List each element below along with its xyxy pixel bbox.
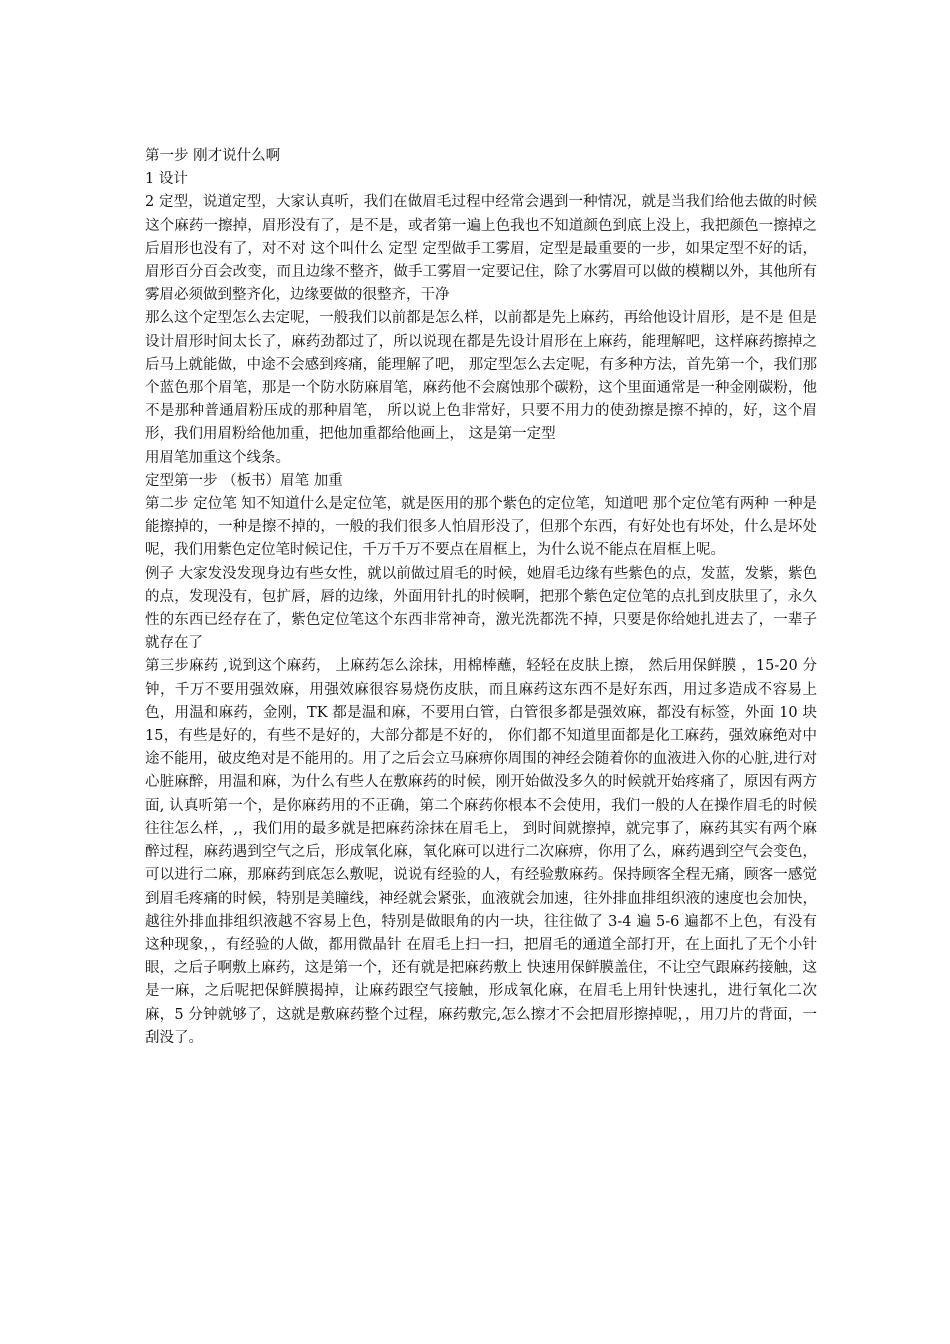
paragraph-shaping-method: 那么这个定型怎么去定呢，一般我们以前都是怎么样，以前都是先上麻药，再给他设计眉形，是不是 但是设计眉形时间太长了，麻药劲都过了，所以说现在都是先设计眉形在上麻药，能理解吧，这样麻药擦掉之后马上就能做，中途不会感到疼痛，能理解了吧， 那定型怎么去定呢，有多种方法，首先第一个，我们那个蓝色那个眉笔，那是一个防水防麻眉笔，麻药他不会腐蚀那个碳粉，这个里面通常是一种金刚碳粉，他不是那种普通眉粉压成的那种眉笔， 所以说上色非常好，只要不用力的使劲擦是擦不掉的，好，这个眉形，我们用眉粉给他加重，把他加重都给他画上， 这是第一定型 xyxy=(145,310,817,443)
paragraph-board-note: 定型第一步 （板书）眉笔 加重 xyxy=(145,472,343,489)
paragraph-step-three: 第三步麻药 ,说到这个麻药， 上麻药怎么涂抹，用棉棒蘸，轻轻在皮肤上擦， 然后用保鲜膜 ，15-20 分钟，千万不要用强效麻，用强效麻很容易烧伤皮肤，而且麻药这东西不是好东西，用过多造成不容易上色，用温和麻药，金刚，TK 都是温和麻，不要用白管，白管很多都是强效麻，都没有标签，外面 10 块 15，有些是好的，有些不是好的，大部分都是不好的， 你们都不知道里面都是化工麻药，强效麻绝对中途不能用，破皮绝对是不能用的。用了之后会立马麻痹你周围的神经会随着你的血液进入你的心脏,进行对心脏麻醉，用温和麻，为什么有些人在敷麻药的时候，刚开始做没多久的时候就开始疼痛了，原因有两方面, 认真听第一个，是你麻药用的不正确，第二个麻药你根本不会使用，我们一般的人在操作眉毛的时候往往怎么样，,，我们用的最多就是把麻药涂抹在眉毛上， 到时间就擦掉，就完事了，麻药其实有两个麻醉过程，麻药遇到空气之后，形成氧化麻，氧化麻可以进行二次麻痹，你用了么，麻药遇到空气会变色，可以进行二麻，那麻药到底怎么敷呢，说说有经验的人，有经验敷麻药。保持顾客全程无痛，顾客一感觉到眉毛疼痛的时候，特别是美瞳线，神经就会紧张，血液就会加速，往外排血排组织液的速度也会加快， 越往外排血排组织液越不容易上色，特别是做眼角的内一块，往往做了 3-4 遍 5-6 遍都不上色，有没有这种现象，，有经验的人做，都用微晶针 在眉毛上扫一扫，把眉毛的通道全部打开，在上面扎了无个小针眼，之后子啊敷上麻药，这是第一个，还有就是把麻药敷上 快速用保鲜膜盖住，不让空气跟麻药接触，这是一麻，之后呢把保鲜膜揭掉，让麻药跟空气接触，形成氧化麻，在眉毛上用针快速扎，进行氧化二次麻，5 分钟就够了，这就是敷麻药整个过程，麻药敷完,怎么擦才不会把眉形擦掉呢，，用刀片的背面，一刮没了。 xyxy=(145,658,817,1046)
document-page xyxy=(145,145,817,1050)
paragraph-example: 例子 大家发没发现身边有些女性，就以前做过眉毛的时候，她眉毛边缘有些紫色的点，发蓝，发紫，紫色的点，发现没有，包扩唇，唇的边缘，外面用针扎的时候啊，把那个紫色定位笔的点扎到皮肤里了，永久性的东西已经存在了，紫色定位笔这个东西非常神奇，激光洗都洗不掉，只要是你给她扎进去了，一辈子就存在了 xyxy=(145,565,817,652)
paragraph-pencil-line: 用眉笔加重这个线条。 xyxy=(145,449,290,466)
heading-step-one: 第一步 刚才说什么啊 xyxy=(145,148,281,164)
item-design: 1 设计 xyxy=(145,171,188,188)
paragraph-shaping: 2 定型，说道定型，大家认真听，我们在做眉毛过程中经常会遇到一种情况，就是当我们给他去做的时候这个麻药一擦掉，眉形没有了，是不是，或者第一遍上色我也不知道颜色到底上没上，我把颜色一擦掉之后眉形也没有了，对不对 这个叫什么 定型 定型做手工雾眉，定型是最重要的一步，如果定型不好的话，眉形百分百会改变，而且边缘不整齐，做手工雾眉一定要记住，除了水雾眉可以做的模糊以外，其他所有雾眉必须做到整齐化，边缘要做的很整齐，干净 xyxy=(145,194,817,304)
paragraph-step-two: 第二步 定位笔 知不知道什么是定位笔，就是医用的那个紫色的定位笔，知道吧 那个定位笔有两种 一种是能擦掉的，一种是擦不掉的，一般的我们很多人怕眉形没了，但那个东西，有好处也有坏处，什么是坏处呢，我们用紫色定位笔时候记住，千万千万不要点在眉框上，为什么说不能点在眉框上呢。 xyxy=(145,496,817,559)
